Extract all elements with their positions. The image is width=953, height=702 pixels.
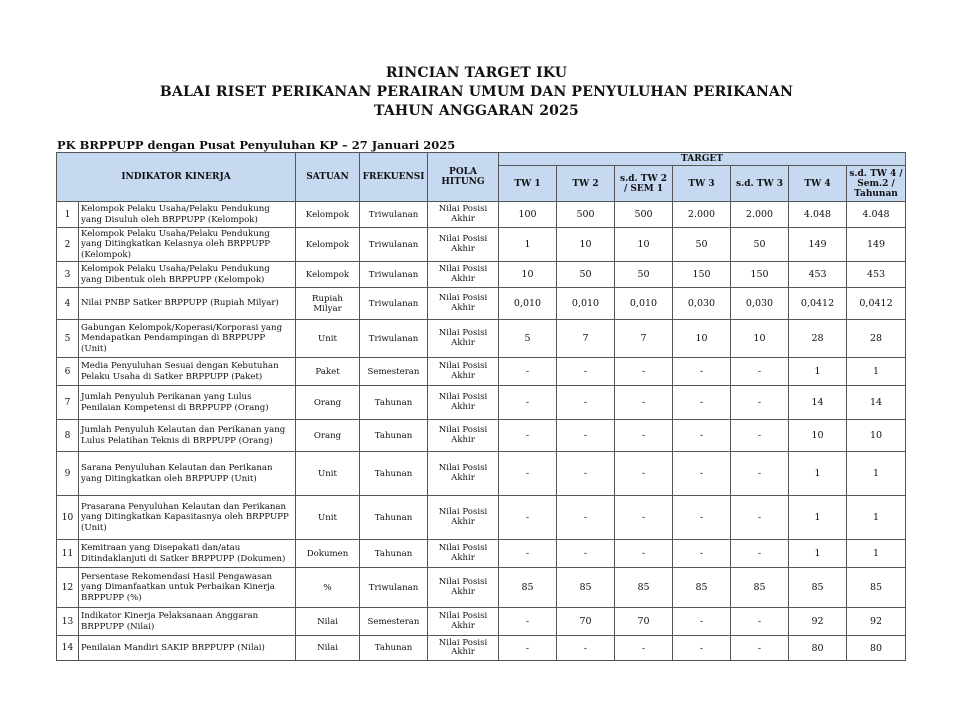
tw2-cell: 500: [557, 202, 615, 228]
sd-tw4-cell: 10: [847, 420, 906, 452]
sd-tw4-cell: 1: [847, 540, 906, 568]
frekuensi-cell: Tahunan: [360, 386, 428, 420]
satuan-cell: Unit: [296, 452, 360, 496]
tw4-cell: 453: [789, 262, 847, 288]
sd-tw3-cell: 50: [731, 228, 789, 262]
sd-tw2-cell: 70: [615, 608, 673, 636]
tw3-cell: 2.000: [673, 202, 731, 228]
tw4-cell: 1: [789, 496, 847, 540]
row-number: 12: [57, 568, 79, 608]
pola-hitung-cell: Nilai Posisi Akhir: [428, 452, 499, 496]
sd-tw2-cell: 7: [615, 320, 673, 358]
satuan-cell: Nilai: [296, 636, 360, 661]
indikator-cell: Kelompok Pelaku Usaha/Pelaku Pendukung yang Disuluh oleh BRPPUPP (Kelompok): [79, 202, 296, 228]
row-number: 13: [57, 608, 79, 636]
tw4-cell: 1: [789, 358, 847, 386]
satuan-cell: Kelompok: [296, 228, 360, 262]
table-row: [57, 540, 906, 568]
tw4-cell: 85: [789, 568, 847, 608]
table-subtitle: PK BRPPUPP dengan Pusat Penyuluhan KP – 27 Januari 2025: [57, 138, 456, 152]
tw2-cell: 85: [557, 568, 615, 608]
tw2-cell: -: [557, 386, 615, 420]
sd-tw3-cell: -: [731, 636, 789, 661]
tw1-cell: 10: [499, 262, 557, 288]
sd-tw2-cell: -: [615, 540, 673, 568]
sd-tw3-cell: 10: [731, 320, 789, 358]
satuan-cell: Orang: [296, 420, 360, 452]
tw3-cell: 0,030: [673, 288, 731, 320]
tw4-cell: 1: [789, 540, 847, 568]
pola-hitung-cell: Nilai Posisi Akhir: [428, 358, 499, 386]
sd-tw2-cell: -: [615, 636, 673, 661]
table-row: [57, 288, 906, 320]
pola-hitung-cell: Nilai Posisi Akhir: [428, 496, 499, 540]
table-row: [57, 568, 906, 608]
frekuensi-cell: Triwulanan: [360, 262, 428, 288]
row-number: 8: [57, 420, 79, 452]
header-tw4: TW 4: [789, 166, 847, 202]
header-target: TARGET: [499, 153, 906, 166]
tw1-cell: 100: [499, 202, 557, 228]
row-number: 11: [57, 540, 79, 568]
pola-hitung-cell: Nilai Posisi Akhir: [428, 568, 499, 608]
pola-hitung-cell: Nilai Posisi Akhir: [428, 540, 499, 568]
title-line-2: BALAI RISET PERIKANAN PERAIRAN UMUM DAN PENYULUHAN PERIKANAN: [159, 84, 794, 100]
sd-tw3-cell: -: [731, 358, 789, 386]
satuan-cell: Unit: [296, 496, 360, 540]
tw2-cell: -: [557, 420, 615, 452]
tw2-cell: -: [557, 540, 615, 568]
tw2-cell: -: [557, 358, 615, 386]
pola-hitung-cell: Nilai Posisi Akhir: [428, 386, 499, 420]
tw3-cell: -: [673, 358, 731, 386]
tw3-cell: -: [673, 636, 731, 661]
table-row: [57, 608, 906, 636]
header-sd-tw2: s.d. TW 2 / SEM 1: [615, 166, 673, 202]
satuan-cell: Paket: [296, 358, 360, 386]
pola-hitung-cell: Nilai Posisi Akhir: [428, 262, 499, 288]
satuan-cell: Dokumen: [296, 540, 360, 568]
sd-tw4-cell: 149: [847, 228, 906, 262]
row-number: 6: [57, 358, 79, 386]
frekuensi-cell: Triwulanan: [360, 202, 428, 228]
pola-hitung-cell: Nilai Posisi Akhir: [428, 288, 499, 320]
tw3-cell: -: [673, 386, 731, 420]
table-row: [57, 262, 906, 288]
header-sd-tw4: s.d. TW 4 / Sem.2 / Tahunan: [847, 166, 906, 202]
sd-tw2-cell: 50: [615, 262, 673, 288]
pola-hitung-cell: Nilai Posisi Akhir: [428, 228, 499, 262]
indikator-cell: Kelompok Pelaku Usaha/Pelaku Pendukung yang Dibentuk oleh BRPPUPP (Kelompok): [79, 262, 296, 288]
satuan-cell: Kelompok: [296, 262, 360, 288]
header-indikator: INDIKATOR KINERJA: [57, 153, 296, 202]
indikator-cell: Media Penyuluhan Sesuai dengan Kebutuhan Pelaku Usaha di Satker BRPPUPP (Paket): [79, 358, 296, 386]
tw1-cell: 5: [499, 320, 557, 358]
tw1-cell: -: [499, 452, 557, 496]
tw2-cell: -: [557, 636, 615, 661]
row-number: 9: [57, 452, 79, 496]
frekuensi-cell: Tahunan: [360, 496, 428, 540]
tw4-cell: 92: [789, 608, 847, 636]
tw2-cell: 7: [557, 320, 615, 358]
tw2-cell: -: [557, 452, 615, 496]
sd-tw3-cell: -: [731, 386, 789, 420]
sd-tw4-cell: 1: [847, 358, 906, 386]
sd-tw2-cell: -: [615, 386, 673, 420]
satuan-cell: %: [296, 568, 360, 608]
sd-tw2-cell: -: [615, 358, 673, 386]
table-row: [57, 420, 906, 452]
sd-tw3-cell: 2.000: [731, 202, 789, 228]
tw2-cell: 50: [557, 262, 615, 288]
sd-tw4-cell: 85: [847, 568, 906, 608]
sd-tw4-cell: 1: [847, 452, 906, 496]
tw3-cell: 150: [673, 262, 731, 288]
pola-hitung-cell: Nilai Posisi Akhir: [428, 202, 499, 228]
sd-tw4-cell: 4.048: [847, 202, 906, 228]
sd-tw3-cell: -: [731, 496, 789, 540]
header-satuan: SATUAN: [296, 153, 360, 202]
tw3-cell: -: [673, 608, 731, 636]
tw3-cell: -: [673, 420, 731, 452]
indikator-cell: Nilai PNBP Satker BRPPUPP (Rupiah Milyar): [79, 288, 296, 320]
header-sd-tw3: s.d. TW 3: [731, 166, 789, 202]
indikator-cell: Indikator Kinerja Pelaksanaan Anggaran BRPPUPP (Nilai): [79, 608, 296, 636]
sd-tw4-cell: 14: [847, 386, 906, 420]
satuan-cell: Orang: [296, 386, 360, 420]
tw1-cell: 0,010: [499, 288, 557, 320]
satuan-cell: Nilai: [296, 608, 360, 636]
tw4-cell: 4.048: [789, 202, 847, 228]
row-number: 14: [57, 636, 79, 661]
frekuensi-cell: Tahunan: [360, 540, 428, 568]
indikator-cell: Jumlah Penyuluh Kelautan dan Perikanan yang Lulus Pelatihan Teknis di BRPPUPP (Orang): [79, 420, 296, 452]
frekuensi-cell: Triwulanan: [360, 568, 428, 608]
sd-tw4-cell: 453: [847, 262, 906, 288]
indikator-cell: Kelompok Pelaku Usaha/Pelaku Pendukung yang Ditingkatkan Kelasnya oleh BRPPUPP (Kelompok): [79, 228, 296, 262]
tw4-cell: 10: [789, 420, 847, 452]
indikator-cell: Prasarana Penyuluhan Kelautan dan Perikanan yang Ditingkatkan Kapasitasnya oleh BRPPUPP (Unit): [79, 496, 296, 540]
sd-tw2-cell: 10: [615, 228, 673, 262]
tw1-cell: -: [499, 608, 557, 636]
tw1-cell: -: [499, 540, 557, 568]
pola-hitung-cell: Nilai Posisi Akhir: [428, 420, 499, 452]
table-row: [57, 358, 906, 386]
document-title: [0, 64, 953, 121]
frekuensi-cell: Semesteran: [360, 608, 428, 636]
title-line-1: RINCIAN TARGET IKU: [385, 65, 568, 81]
tw1-cell: -: [499, 496, 557, 540]
tw1-cell: -: [499, 420, 557, 452]
iku-target-table: [56, 152, 906, 661]
tw1-cell: -: [499, 358, 557, 386]
table-row: [57, 452, 906, 496]
satuan-cell: Kelompok: [296, 202, 360, 228]
tw4-cell: 80: [789, 636, 847, 661]
tw2-cell: 0,010: [557, 288, 615, 320]
tw4-cell: 1: [789, 452, 847, 496]
sd-tw3-cell: 150: [731, 262, 789, 288]
sd-tw2-cell: -: [615, 496, 673, 540]
frekuensi-cell: Triwulanan: [360, 228, 428, 262]
tw3-cell: 85: [673, 568, 731, 608]
satuan-cell: Unit: [296, 320, 360, 358]
sd-tw3-cell: -: [731, 540, 789, 568]
table-row: [57, 228, 906, 262]
sd-tw3-cell: 0,030: [731, 288, 789, 320]
row-number: 2: [57, 228, 79, 262]
sd-tw4-cell: 1: [847, 496, 906, 540]
title-line-3: TAHUN ANGGARAN 2025: [374, 103, 579, 119]
row-number: 3: [57, 262, 79, 288]
sd-tw2-cell: -: [615, 452, 673, 496]
row-number: 1: [57, 202, 79, 228]
sd-tw4-cell: 0,0412: [847, 288, 906, 320]
indikator-cell: Penilaian Mandiri SAKIP BRPPUPP (Nilai): [79, 636, 296, 661]
frekuensi-cell: Tahunan: [360, 420, 428, 452]
row-number: 4: [57, 288, 79, 320]
sd-tw2-cell: 0,010: [615, 288, 673, 320]
tw1-cell: 85: [499, 568, 557, 608]
tw3-cell: 50: [673, 228, 731, 262]
tw3-cell: -: [673, 452, 731, 496]
sd-tw3-cell: -: [731, 420, 789, 452]
tw1-cell: -: [499, 386, 557, 420]
tw1-cell: -: [499, 636, 557, 661]
frekuensi-cell: Triwulanan: [360, 320, 428, 358]
header-pola-hitung: POLA HITUNG: [428, 153, 499, 202]
tw4-cell: 0,0412: [789, 288, 847, 320]
sd-tw4-cell: 28: [847, 320, 906, 358]
sd-tw2-cell: 85: [615, 568, 673, 608]
table-row: [57, 386, 906, 420]
indikator-cell: Sarana Penyuluhan Kelautan dan Perikanan yang Ditingkatkan oleh BRPPUPP (Unit): [79, 452, 296, 496]
sd-tw4-cell: 92: [847, 608, 906, 636]
sd-tw4-cell: 80: [847, 636, 906, 661]
tw4-cell: 14: [789, 386, 847, 420]
pola-hitung-cell: Nilai Posisi Akhir: [428, 636, 499, 661]
sd-tw3-cell: -: [731, 452, 789, 496]
tw4-cell: 28: [789, 320, 847, 358]
pola-hitung-cell: Nilai Posisi Akhir: [428, 320, 499, 358]
table-row: [57, 496, 906, 540]
table-row: [57, 202, 906, 228]
table-row: [57, 636, 906, 661]
indikator-cell: Kemitraan yang Disepakati dan/atau Ditindaklanjuti di Satker BRPPUPP (Dokumen): [79, 540, 296, 568]
satuan-cell: Rupiah Milyar: [296, 288, 360, 320]
indikator-cell: Jumlah Penyuluh Perikanan yang Lulus Penilaian Kompetensi di BRPPUPP (Orang): [79, 386, 296, 420]
tw2-cell: 10: [557, 228, 615, 262]
tw3-cell: -: [673, 540, 731, 568]
table-row: [57, 320, 906, 358]
header-tw3: TW 3: [673, 166, 731, 202]
frekuensi-cell: Triwulanan: [360, 288, 428, 320]
header-frekuensi: FREKUENSI: [360, 153, 428, 202]
tw2-cell: -: [557, 496, 615, 540]
header-tw1: TW 1: [499, 166, 557, 202]
indikator-cell: Gabungan Kelompok/Koperasi/Korporasi yang Mendapatkan Pendampingan di BRPPUPP (Unit): [79, 320, 296, 358]
indikator-cell: Persentase Rekomendasi Hasil Pengawasan yang Dimanfaatkan untuk Perbaikan Kinerja BRPPUPP (%): [79, 568, 296, 608]
tw2-cell: 70: [557, 608, 615, 636]
sd-tw2-cell: 500: [615, 202, 673, 228]
tw3-cell: -: [673, 496, 731, 540]
row-number: 7: [57, 386, 79, 420]
tw4-cell: 149: [789, 228, 847, 262]
tw3-cell: 10: [673, 320, 731, 358]
frekuensi-cell: Semesteran: [360, 358, 428, 386]
pola-hitung-cell: Nilai Posisi Akhir: [428, 608, 499, 636]
row-number: 10: [57, 496, 79, 540]
sd-tw3-cell: 85: [731, 568, 789, 608]
tw1-cell: 1: [499, 228, 557, 262]
sd-tw2-cell: -: [615, 420, 673, 452]
header-tw2: TW 2: [557, 166, 615, 202]
frekuensi-cell: Tahunan: [360, 636, 428, 661]
row-number: 5: [57, 320, 79, 358]
frekuensi-cell: Tahunan: [360, 452, 428, 496]
sd-tw3-cell: -: [731, 608, 789, 636]
